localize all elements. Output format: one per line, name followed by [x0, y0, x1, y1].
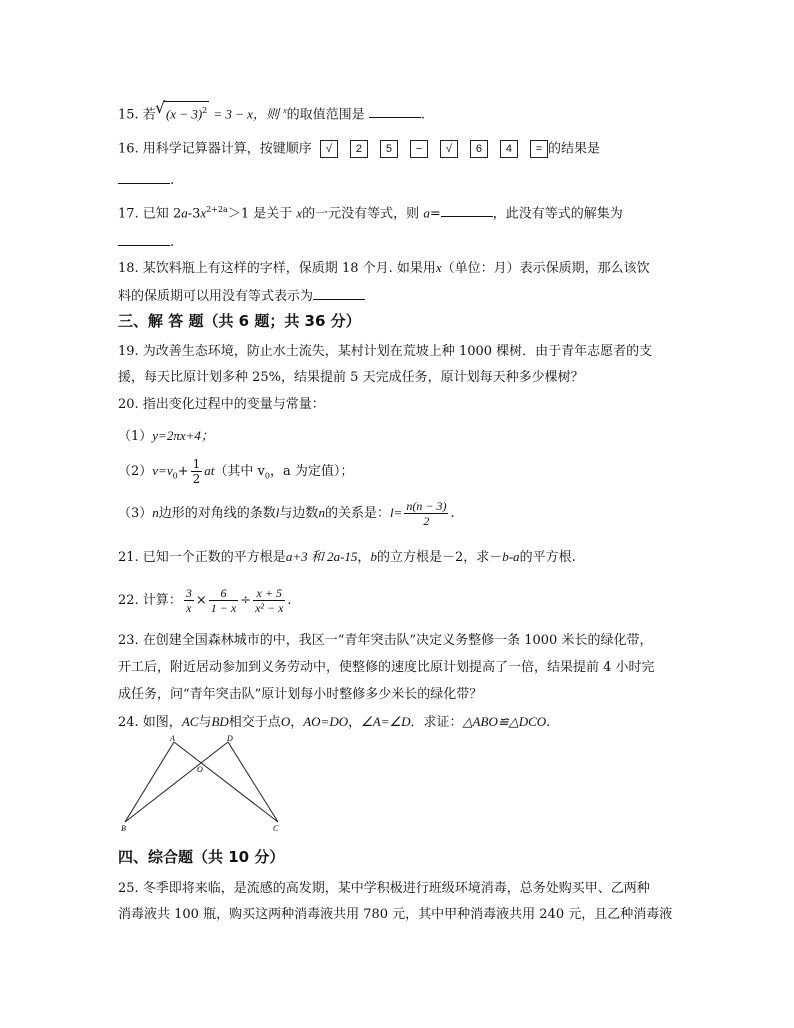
- answer-blank-a[interactable]: [441, 203, 493, 217]
- question-19: 19. 为改善生态环境，防止水土流失，某村计划在荒坡上种 1000 棵树．由于青年志愿者的支: [118, 344, 653, 359]
- question-20-part2: $(2)v=v_0+$ $\frac{1}{2}$ at（其中 $v_0$，a 为定值）；: [118, 457, 354, 486]
- label-o: O: [197, 765, 203, 774]
- key-sqrt-2: √: [440, 140, 458, 158]
- question-17-answer: .: [118, 232, 174, 252]
- question-23: 23. 在创建全国森林城市的中，我区一“青年突击队”决定义务整修一条 1000 米长的绿化带，: [118, 633, 653, 648]
- label-d: D: [227, 734, 233, 743]
- label-c: C: [273, 824, 279, 833]
- question-19-line2: 援，每天比原计划多种 25%，结果提前 5 天完成任务，原计划每天种多少棵树？: [118, 370, 584, 385]
- segment-bd: [125, 742, 228, 822]
- question-18-line2: 料的保质期可以用没有等式表示为: [118, 286, 365, 306]
- geometry-figure: [118, 734, 288, 834]
- question-20-part1: （1）y=2πx+4；: [118, 428, 214, 444]
- question-16-answer: .: [118, 170, 174, 190]
- key-6: 6: [470, 140, 488, 158]
- question-22: 22. 计算： $\frac{3}{x}$ × $\frac{6}{1 - x}$ ÷ $\frac{x + 5}{\text{x² − x}}$ .: [118, 586, 292, 615]
- fraction: $\frac{1}{2}$: [192, 457, 201, 486]
- question-15: 15. 若 √ $(x - 3)^2 = 3 - x$，则 $^x$的取值范围是 .: [118, 98, 425, 123]
- question-20-part3: （3）n边形的对角线的条数l与边数n的关系是：l= $\frac{n(n - 3)}{2}$ .: [118, 499, 455, 528]
- question-17: 17. 已知 $2a-3x^{2+2a}>1$ 是关于 x的一元没有等式，则 a= ，此没有等式的解集为: [118, 205, 623, 222]
- question-23-line2: 开工后，附近居动参加到义务劳动中，使整修的速度比原计划提高了一倍，结果提前 4 小时完: [118, 660, 655, 675]
- key-minus: −: [410, 140, 428, 158]
- key-5: 5: [380, 140, 398, 158]
- key-sqrt: √: [320, 140, 338, 158]
- radical-icon: √: [154, 98, 166, 117]
- section-4-heading: 四、综合题（共 10 分）: [118, 848, 285, 866]
- key-2: 2: [350, 140, 368, 158]
- answer-blank[interactable]: [313, 286, 365, 300]
- answer-blank[interactable]: [369, 104, 421, 118]
- answer-blank[interactable]: [118, 170, 170, 184]
- segment-ac: [174, 742, 278, 822]
- question-20: 20. 指出变化过程中的变量与常量：: [118, 397, 325, 412]
- label-a: A: [170, 734, 175, 743]
- sqrt-expression: √ $(x - 3)^2$: [164, 101, 209, 124]
- fraction: $\frac{n(n - 3)}{2}$: [406, 499, 447, 528]
- fraction: $\frac{3}{x}$: [185, 586, 192, 615]
- question-18: 18. 某饮料瓶上有这样的字样，保质期 18 个月. 如果用x（单位：月）表示保质期，那么该饮: [118, 260, 650, 276]
- segment-dc: [228, 742, 278, 822]
- fraction: $\frac{x + 5}{\text{x² − x}}$: [255, 586, 284, 615]
- key-4: 4: [500, 140, 518, 158]
- key-equals: =: [530, 140, 548, 158]
- label-b: B: [121, 824, 126, 833]
- question-25: 25. 冬季即将来临，是流感的高发期，某中学积极进行班级环境消毒，总务处购买甲、乙两种: [118, 881, 650, 896]
- question-24: 24. 如图，AC与BD相交于点O，AO=DO，∠A=∠D．求证：△ABO≌△DCO.: [118, 714, 551, 730]
- answer-blank[interactable]: [118, 232, 170, 246]
- section-3-heading: 三、解 答 题（共 6 题；共 36 分）: [118, 312, 361, 330]
- fraction: $\frac{6}{1 - x}$: [210, 586, 237, 615]
- question-16: 16. 用科学记算器计算，按键顺序 √ 2 5 − √ 6 4 = 的结果是: [118, 141, 600, 157]
- question-25-line2: 消毒液共 100 瓶，购买这两种消毒液共用 780 元，其中甲种消毒液共用 240 元，且乙种消毒液: [118, 907, 673, 922]
- segment-ab: [125, 742, 174, 822]
- question-23-line3: 成任务，问“青年突击队”原计划每小时整修多少米长的绿化带？: [118, 687, 483, 702]
- question-21: 21. 已知一个正数的平方根是a+3 和 2a-15，b的立方根是－2，求－b-a的平方根.: [118, 549, 576, 565]
